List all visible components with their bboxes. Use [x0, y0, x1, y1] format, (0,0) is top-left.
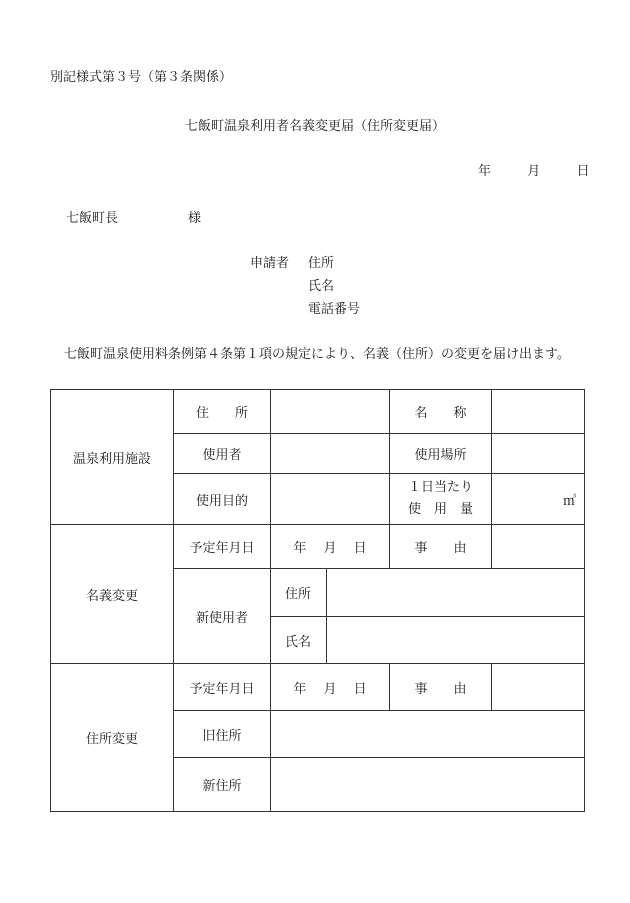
applicant-name-label: 氏名 [308, 279, 335, 294]
daily-usage-label [390, 474, 492, 525]
facility-user-field[interactable] [271, 434, 390, 474]
facility-purpose-field[interactable] [271, 474, 390, 525]
body-text: 七飯町温泉使用料条例第４条第１項の規定により、名義（住所）の変更を届け出ます。 [64, 347, 570, 362]
address-change-reason-label: 事 由 [390, 664, 492, 711]
document-title: 七飯町温泉利用者名義変更届（住所変更届） [184, 119, 445, 134]
new-user-name-field[interactable] [327, 617, 585, 664]
addressee [66, 207, 201, 226]
old-address-label: 旧住所 [174, 711, 271, 758]
facility-place-label: 使用場所 [390, 434, 492, 474]
date-month-label: 月 [527, 164, 541, 179]
new-address-field[interactable] [271, 758, 585, 812]
addressee-name: 七飯町長 [66, 211, 119, 226]
new-user-name-label: 氏名 [271, 617, 327, 664]
applicant-block [250, 252, 360, 321]
applicant-address-label: 住所 [308, 256, 335, 271]
new-user-address-field[interactable] [327, 569, 585, 617]
name-change-date-label: 予定年月日 [174, 525, 271, 569]
new-user-address-label: 住所 [271, 569, 327, 617]
address-change-date-label: 予定年月日 [174, 664, 271, 711]
name-change-date-field[interactable]: 年 月 日 [271, 525, 390, 569]
address-change-section-label: 住所変更 [51, 664, 174, 812]
old-address-field[interactable] [271, 711, 585, 758]
form-number: 別記様式第３号（第３条関係） [50, 70, 233, 85]
daily-usage-label-line1: １日当たり [407, 480, 473, 495]
facility-address-field[interactable] [271, 390, 390, 434]
date-year-label: 年 [478, 164, 492, 179]
name-change-section-label: 名義変更 [51, 525, 174, 664]
facility-purpose-label: 使用目的 [174, 474, 271, 525]
cubic-meter-unit: ㎥ [562, 493, 576, 509]
date-line [478, 160, 590, 179]
daily-usage-field[interactable] [492, 474, 585, 525]
facility-section-label: 温泉利用施設 [51, 390, 174, 525]
daily-usage-label-line2: 使 用 量 [407, 502, 473, 517]
facility-address-label: 住 所 [174, 390, 271, 434]
date-day-label: 日 [576, 164, 590, 179]
name-change-reason-field[interactable] [492, 525, 585, 569]
address-change-reason-field[interactable] [492, 664, 585, 711]
facility-name-label: 名 称 [390, 390, 492, 434]
name-change-reason-label: 事 由 [390, 525, 492, 569]
applicant-phone-label: 電話番号 [308, 302, 361, 317]
facility-user-label: 使用者 [174, 434, 271, 474]
addressee-honorific: 様 [188, 211, 202, 226]
facility-name-field[interactable] [492, 390, 585, 434]
new-user-label: 新使用者 [174, 569, 271, 664]
facility-place-field[interactable] [492, 434, 585, 474]
form-table [50, 389, 585, 812]
new-address-label: 新住所 [174, 758, 271, 812]
applicant-label: 申請者 [250, 256, 290, 271]
address-change-date-field[interactable]: 年 月 日 [271, 664, 390, 711]
